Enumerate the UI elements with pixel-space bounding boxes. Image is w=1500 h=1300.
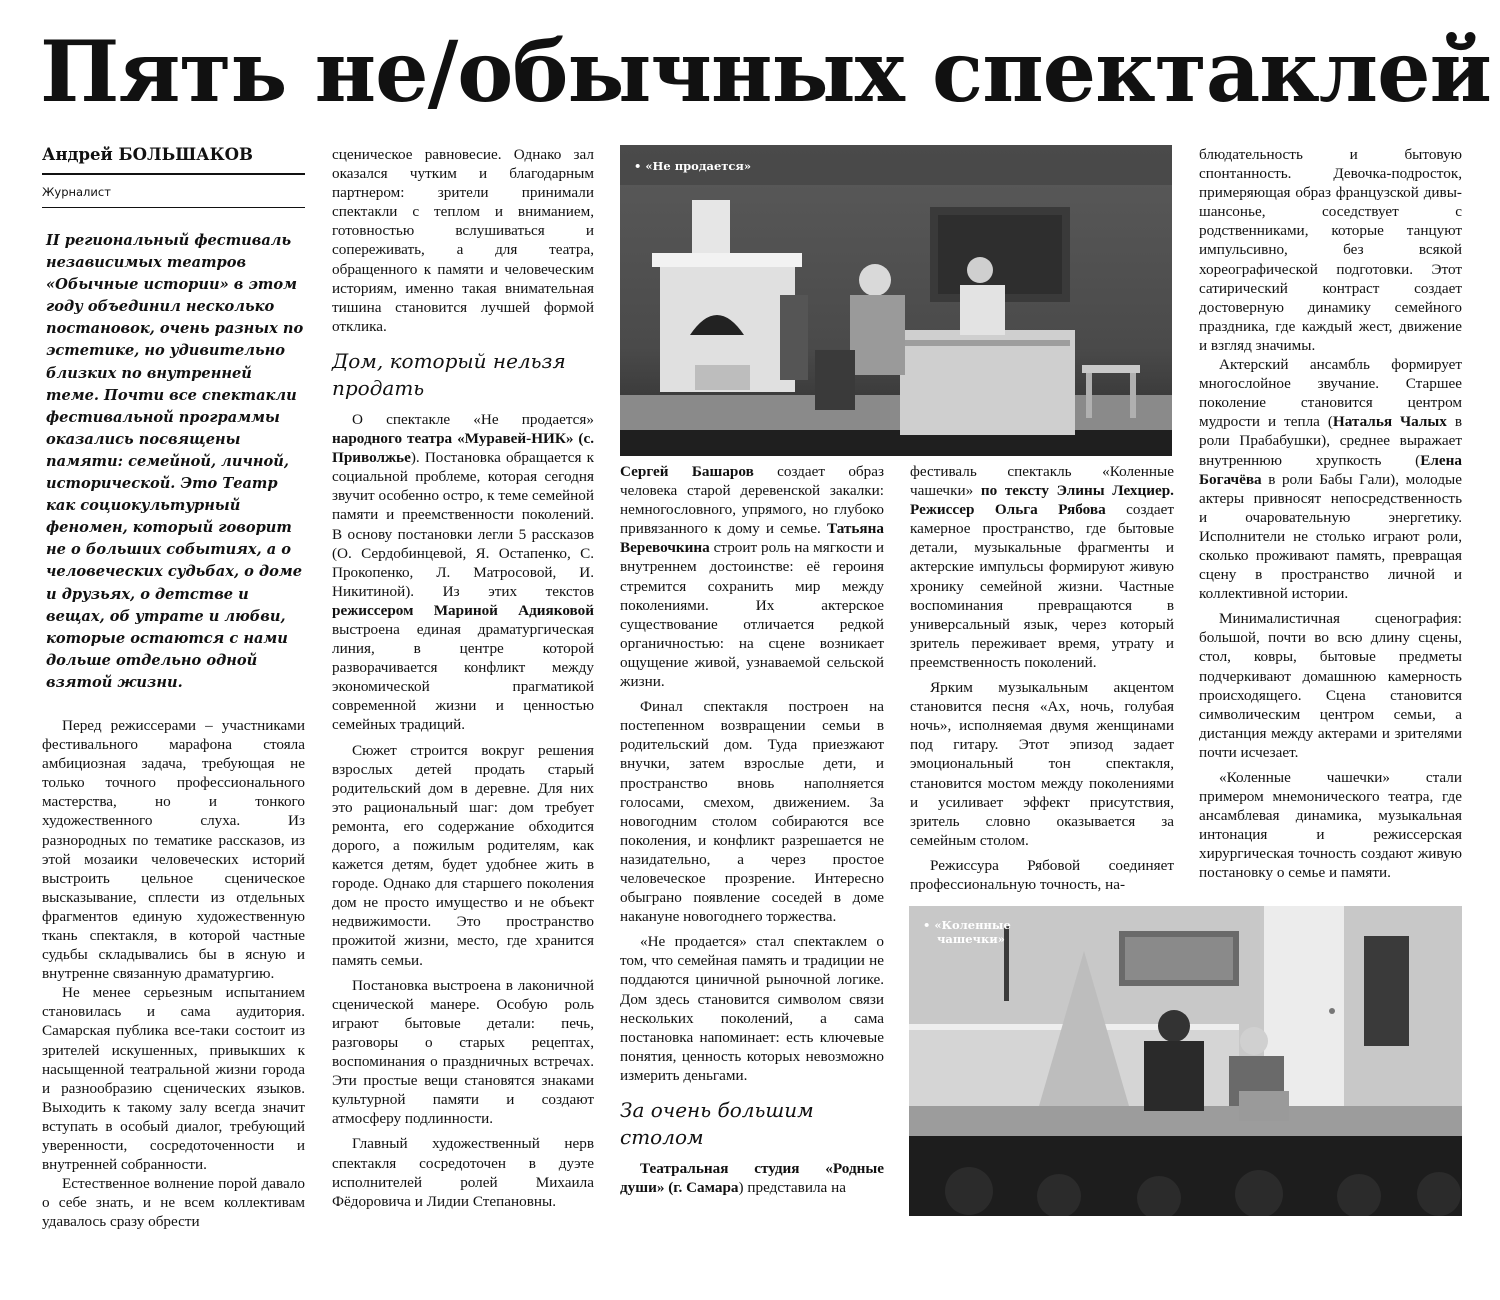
body-paragraph: сценическое равновесие. Однако зал оказался чутким и благодарным партнером: зрители принимали спектакли с теплом и вниманием, готовностью вслушиваться и сопереживать, а для театра, обращенного к памяти и человеческим историям, именно такая внимательная тишина становится лучшей формой отклика. — [332, 146, 594, 335]
headline: Пять не/обычных спектаклей — [40, 22, 1491, 121]
photo-caption-line: • «Коленные — [923, 918, 1011, 932]
photo-caption: • «Не продается» — [634, 159, 752, 173]
body-paragraph: Главный художественный нерв спектакля сосредоточен в дуэте исполнителей ролей Михаила Фёдоровича и Лидии Степановны. — [332, 1135, 594, 1210]
subheading-house: Дом, который нельзя продать — [332, 348, 566, 400]
text-run: в роли Бабы Гали), молодые актеры привносят непосредственность и очаровательную энергетику. Исполнители не столько играют роли, сколько проживают память, превращая сцену в пространство личной и коллективной истории. — [1199, 470, 1462, 603]
bold-run: Театральная студия «Родные души» (г. Самара — [620, 1160, 884, 1197]
body-paragraph: Перед режиссерами – участниками фестивального марафона стояла амбициозная задача, требующая не только точного профессионального мастерства, но и тонкого художественного слуха. Из разнородных по тематике рассказов, из этой мозаики человеческих историй выстроить цельное сценическое высказывание, сплести из отдельных фрагментов единую художественную ткань спектакля, в которой частные судьбы складывались бы в ясную и внутренне связанную драматургию. — [42, 716, 305, 983]
photo-caption-line: чашечки» — [937, 932, 1005, 946]
column-3 — [620, 462, 884, 1197]
body-paragraph — [620, 1159, 884, 1197]
text-run: в роли Прабабушки), среднее выражает внутреннюю хрупкость ( — [1199, 413, 1462, 469]
stage-photo-image — [620, 145, 1172, 456]
body-paragraph — [332, 410, 594, 735]
body-paragraph: блюдательность и бытовую спонтанность. Девочка-подросток, примеряющая образ французской дивы-шансонье, соседствует с родственниками, которые танцуют импульсивно, без всякой хореографической подготовки. Этот сатирический контраст создает достоверную динамику семейного праздника, где каждый жест, движение и взгляд значимы. — [1199, 146, 1462, 354]
body-paragraph: Сюжет строится вокруг решения взрослых детей продать старый родительский дом в деревне. Для них это рациональный шаг: дом требует ремонта, его содержание обходится дорого, а пожилым родителям, как кажется детям, будет удобнее жить в городе. Однако для старшего поколения дом не просто имущество и не объект недвижимости. Это пространство прожитой жизни, место, где хранится память семьи. — [332, 741, 594, 969]
lead-paragraph: II региональный фестиваль независимых театров «Обычные истории» в этом году объединил несколько постановок, очень разных по эстетике, но удивительно близких по внутренней теме. Почти все спектакли фестивальной программы оказались посвящены памяти: семейной, личной, исторической. Это Театр как социокультурный феномен, который говорит не о больших событиях, а о человеческих судьбах, о доме и друзьях, о детстве и вещах, об утрате и любви, которые остаются с нами дольше отдельно одной взятой жизни. — [46, 232, 304, 691]
column-4 — [910, 462, 1174, 894]
bold-run: Татьяна Веревочкина — [620, 520, 884, 557]
column-1 — [42, 145, 305, 1232]
stage-photo-not-for-sale — [620, 145, 1172, 456]
body-paragraph: «Не продается» стал спектаклем о том, что семейная память и традиции не поддаются циничной рыночной логике. Дом здесь становится символом связи нескольких поколений, а сама постановка напоминает: есть ключевые понятия, ценность которых невозможно измерить деньгами. — [620, 933, 884, 1084]
stage-photo-knee-caps — [909, 906, 1462, 1216]
body-paragraph — [620, 462, 884, 691]
body-paragraph: Режиссура Рябовой соединяет профессиональную точность, на- — [910, 856, 1174, 893]
text-run: строит роль на мягкости и внутреннем достоинстве: её героиня стремится сохранить мир между поколениями. Их актерское существование отличается редкой органичностью: на сцене возникает ощущение живой, узнаваемой сельской жизни. — [620, 539, 884, 691]
body-paragraph: Финал спектакля построен на постепенном возвращении семьи в родительский дом. Туда приезжают внучки, затем взрослые дети, и пространство вновь наполняется голосами, смехом, движением. За новогодним столом собираются все поколения, и конфликт разрешается не назидательно, а через простое человеческое прозрение. Интересно обыграно появление соседей в доме накануне новогоднего торжества. — [620, 698, 884, 926]
author-name: Андрей БОЛЬШАКОВ — [42, 145, 305, 175]
column-2 — [332, 145, 594, 1211]
text-run: создает образ человека старой деревенской закалки: немногословного, упрямого, но глубоко привязанного к дому и семье. — [620, 463, 884, 538]
column-5 — [1199, 145, 1462, 883]
subheading-big-table: За очень большим столом — [620, 1098, 814, 1149]
stage-photo-image — [909, 906, 1462, 1216]
text-run: выстроена единая драматургическая линия, в центре которой разворачивается конфликт между экономической прагматикой современной жизни и ценностью семейных традиций. — [332, 620, 594, 734]
body-paragraph: «Коленные чашечки» стали примером мнемонического театра, где ансамблевая динамика, музыкальная интонация и режиссерская хирургическая точность создают живую постановку о семье и памяти. — [1199, 769, 1462, 882]
body-paragraph: Минималистичная сценография: большой, почти во всю длину сцены, стол, ковры, бытовые предметы подчеркивают домашнюю камерность происходящего. Сцена становится символическим центром семьи, а дистанция между актерами и зрителями почти исчезает. — [1199, 610, 1462, 761]
bold-run: Наталья Чалых — [1332, 413, 1447, 431]
text-run: ) представила на — [738, 1179, 846, 1197]
body-paragraph: Постановка выстроена в лаконичной сценической манере. Особую роль играют бытовые детали: печь, разговоры о старых рецептах, воспоминания о праздничных встречах. Эти простые вещи становятся знаками культурной памяти и создают атмосферу подлинности. — [332, 976, 594, 1128]
bold-run: по тексту Элины Лехциер. Режиссер Ольга Рябова — [910, 482, 1174, 519]
text-run: создает камерное пространство, где бытовые детали, музыкальные фрагменты и актерские импульсы формируют живую хронику семейной жизни. Частные воспоминания превращаются в универсальный язык, через который зритель переживает время, утрату и преемственность поколений. — [910, 501, 1175, 671]
text-run: О спектакле «Не продается» — [352, 410, 594, 428]
author-role: Журналист — [42, 175, 305, 208]
body-paragraph: Естественное волнение порой давало о себе знать, и не всем коллективам удавалось сразу обрести — [42, 1175, 305, 1231]
bold-run: народного театра «Муравей-НИК» (с. Приволжье — [332, 430, 594, 467]
body-paragraph: Ярким музыкальным акцентом становится песня «Ах, ночь, голубая ночь», исполняемая двумя женщинами под гитару. Этот эпизод задает эмоциональный тон спектакля, становится мостом между поколениями и усиливает эффект присутствия, зритель словно оказывается за семейным столом. — [910, 679, 1174, 849]
body-paragraph — [1199, 355, 1462, 603]
text-run: фестиваль спектакль «Коленные чашечки» — [910, 463, 1174, 500]
bold-run: режиссером Мариной Адияковой — [332, 601, 594, 619]
body-paragraph: Не менее серьезным испытанием становилась и сама аудитория. Самарская публика все-таки состоит из зрителей искушенных, привыкших к насыщенной театральной жизни города и разнообразию сценических языков. Выходить к такому залу всегда значит вступать в особый диалог, требующий уверенности, сосредоточенности и внутренней собранности. — [42, 984, 305, 1174]
body-paragraph — [910, 462, 1174, 672]
text-run: Актерский ансамбль формирует многослойное звучание. Старшее поколение становится центром мудрости и тепла ( — [1199, 356, 1462, 431]
photo-caption — [923, 918, 1011, 946]
bold-run: Сергей Башаров — [620, 463, 754, 480]
bold-run: Елена Богачёва — [1199, 451, 1462, 488]
text-run: ). Постановка обращается к социальной проблеме, которая сегодня звучит особенно остро, к теме семейной памяти и преемственности поколений. В основу постановки легли 5 рассказов (О. Сердобинцевой, Я. Остапенко, С. Прокопенко, Л. Матросовой, И. Никитиной). Из этих текстов — [332, 449, 594, 600]
